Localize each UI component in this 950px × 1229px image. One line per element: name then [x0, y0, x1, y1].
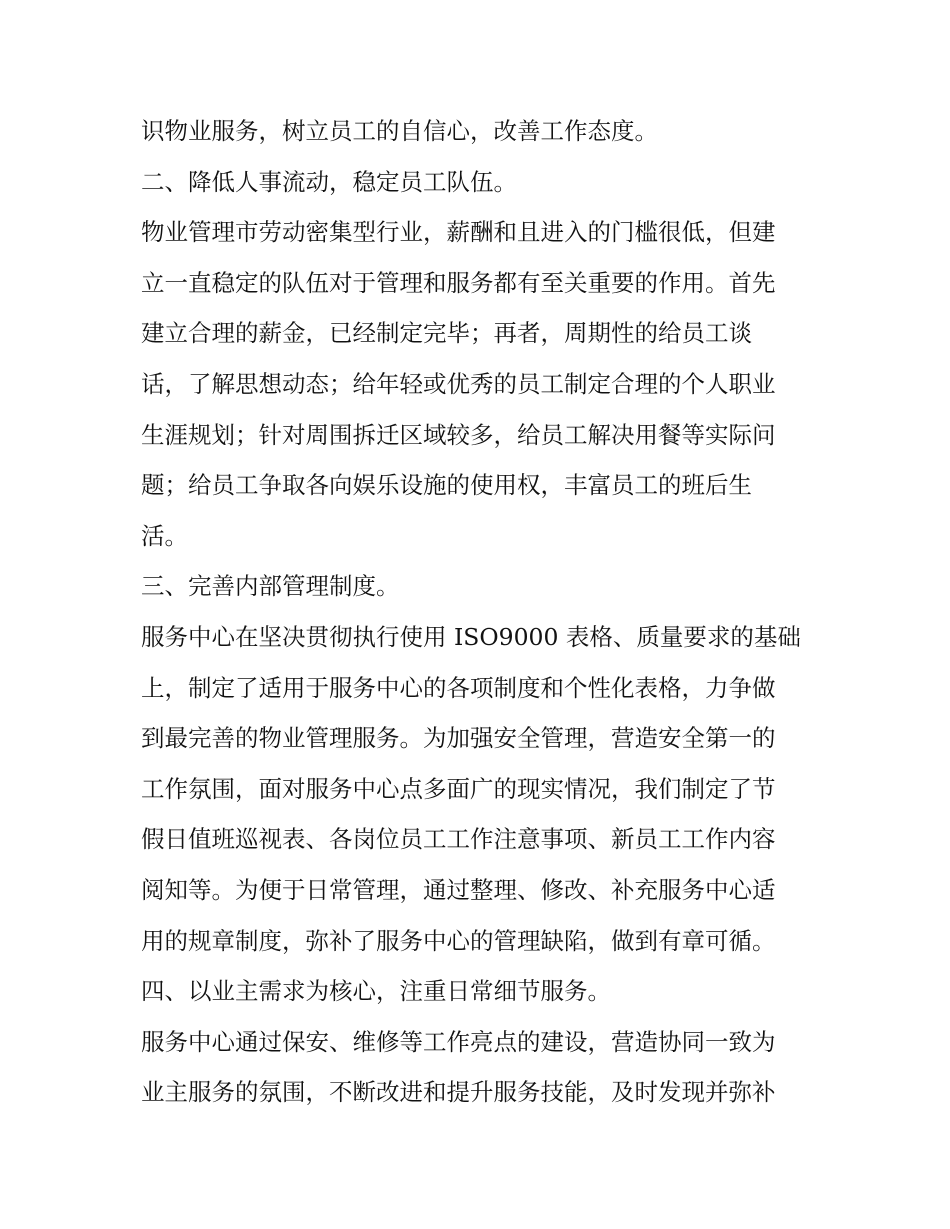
text-line-19: 服务中心通过保安、维修等工作亮点的建设，营造协同一致为: [141, 1027, 776, 1056]
section-heading-2: 二、降低人事流动，稳定员工队伍。: [141, 167, 517, 196]
text-line-17: 用的规章制度，弥补了服务中心的管理缺陷，做到有章可循。: [141, 926, 776, 955]
text-line-14: 工作氛围，面对服务中心点多面广的现实情况，我们制定了节: [141, 774, 776, 803]
text-line-8: 题；给员工争取各向娱乐设施的使用权，丰富员工的班后生: [141, 471, 752, 500]
text-line-9: 活。: [141, 521, 188, 550]
text-line-4: 立一直稳定的队伍对于管理和服务都有至关重要的作用。首先: [141, 268, 776, 297]
text-line-6: 话，了解思想动态；给年轻或优秀的员工制定合理的个人职业: [141, 369, 776, 398]
text-line-1: 识物业服务，树立员工的自信心，改善工作态度。: [141, 117, 658, 145]
text-line-20: 业主服务的氛围，不断改进和提升服务技能，及时发现并弥补: [141, 1078, 776, 1107]
text-line-11: 服务中心在坚决贯彻执行使用 ISO9000 表格、质量要求的基础: [141, 622, 801, 651]
section-heading-3: 三、完善内部管理制度。: [141, 572, 400, 601]
text-line-13: 到最完善的物业管理服务。为加强安全管理，营造安全第一的: [141, 724, 776, 753]
text-line-5: 建立合理的薪金，已经制定完毕；再者，周期性的给员工谈: [141, 319, 752, 348]
text-line-12: 上，制定了适用于服务中心的各项制度和个性化表格，力争做: [141, 673, 776, 702]
text-line-16: 阅知等。为便于日常管理，通过整理、修改、补充服务中心适: [141, 875, 776, 904]
section-heading-4: 四、以业主需求为核心，注重日常细节服务。: [141, 977, 611, 1006]
text-line-15: 假日值班巡视表、各岗位员工工作注意事项、新员工工作内容: [141, 825, 776, 854]
text-line-3: 物业管理市劳动密集型行业，薪酬和且进入的门槛很低，但建: [141, 218, 776, 247]
text-line-7: 生涯规划；针对周围拆迁区域较多，给员工解决用餐等实际问: [141, 420, 776, 449]
document-body-text: [141, 106, 821, 1118]
